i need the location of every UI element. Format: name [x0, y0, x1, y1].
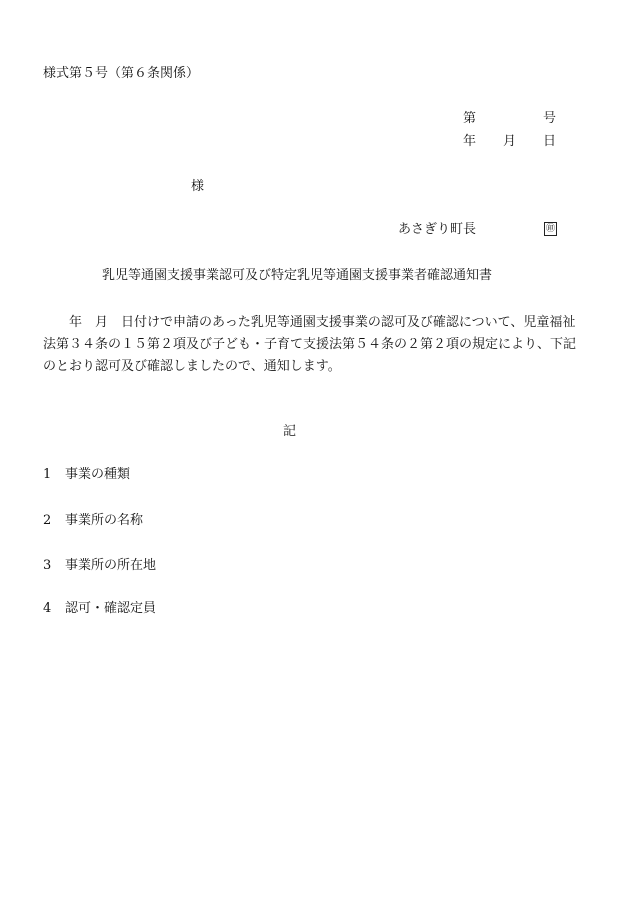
body-paragraph: 年 月 日付けで申請のあった乳児等通園支援事業の認可及び確認について、児童福祉法第３４条の１５第２項及び子ども・子育て支援法第５４条の２第２項の規定により、下記のとおり認可及び確認しましたので、通知します。: [43, 315, 577, 374]
doc-number-prefix: 第: [463, 111, 477, 126]
list-item-number: 2: [43, 513, 52, 528]
list-item-label: 認可・確認定員: [65, 601, 157, 616]
ki-heading: 記: [283, 424, 297, 439]
list-item-label: 事業所の所在地: [65, 558, 157, 573]
document-title: 乳児等通園支援事業認可及び特定乳児等通園支援事業者確認通知書: [102, 268, 493, 283]
list-item-number: 4: [43, 601, 52, 616]
list-item: [43, 601, 156, 617]
list-item-label: 事業の種類: [65, 467, 131, 482]
date-year-label: 年: [463, 134, 477, 149]
list-item: [43, 467, 130, 483]
seal-mark: ㊞: [545, 224, 555, 234]
form-number: 様式第５号（第６条関係）: [43, 66, 200, 81]
date-month-label: 月: [503, 134, 517, 149]
list-item-number: 1: [43, 467, 52, 482]
issuer-name: あさぎり町長: [398, 222, 477, 237]
list-item-number: 3: [43, 558, 52, 573]
list-item: [43, 513, 143, 529]
doc-number-suffix: 号: [543, 111, 557, 126]
addressee-honorific: 様: [191, 179, 205, 194]
date-day-label: 日: [543, 134, 557, 149]
list-item: [43, 558, 156, 574]
list-item-label: 事業所の名称: [65, 513, 144, 528]
